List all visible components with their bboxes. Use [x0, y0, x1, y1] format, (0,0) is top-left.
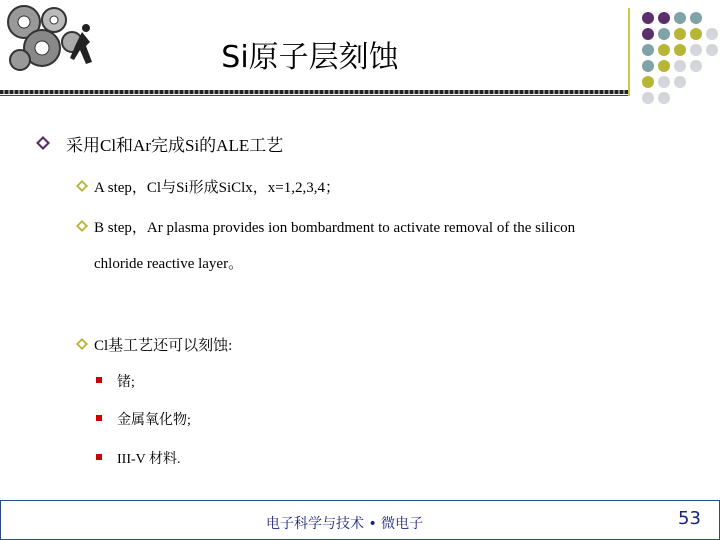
square-bullet-icon: [96, 377, 102, 383]
cl-process-heading: Cl基工艺还可以刻蚀:: [94, 338, 233, 354]
sub-item: 锗;: [117, 375, 135, 390]
vertical-accent-line: [628, 8, 630, 96]
sub-item: 金属氧化物;: [117, 413, 191, 428]
page-number: 53: [678, 508, 701, 529]
step-b-text-line2: chloride reactive layer。: [94, 256, 244, 272]
square-bullet-icon: [96, 454, 102, 460]
step-a-text: A step，Cl与Si形成SiClx，x=1,2,3,4；: [94, 180, 340, 196]
decorative-dot-grid: [640, 10, 720, 110]
diamond-bullet-icon: [76, 338, 88, 350]
diamond-bullet-icon: [76, 220, 88, 232]
step-b-text-line1: B step，Ar plasma provides ion bombardment to activate removal of the silicon: [94, 220, 576, 236]
sub-item: III-V 材料.: [117, 452, 181, 467]
diamond-bullet-icon: [36, 136, 50, 150]
title-divider: [0, 90, 628, 94]
diamond-bullet-icon: [76, 180, 88, 192]
square-bullet-icon: [96, 415, 102, 421]
title-divider-thin: [0, 95, 628, 96]
bullet-level1-text: 采用Cl和Ar完成Si的ALE工艺: [66, 136, 284, 155]
slide-title: Si原子层刻蚀: [221, 40, 399, 75]
footer-label: 电子科学与技术 • 微电子: [266, 516, 424, 532]
